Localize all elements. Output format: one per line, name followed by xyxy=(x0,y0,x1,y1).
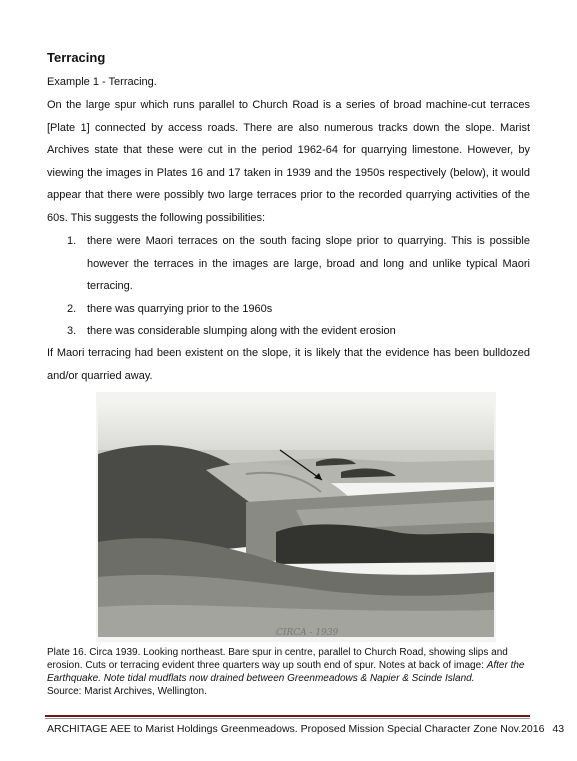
example-subheading: Example 1 - Terracing. xyxy=(47,76,157,88)
section-heading: Terracing xyxy=(47,50,106,65)
conclusion-paragraph: If Maori terracing had been existent on the slope, it is likely that the evidence has been bulldozed and/or quarried away. xyxy=(47,347,530,382)
page-footer xyxy=(47,723,564,735)
list-item xyxy=(47,320,530,343)
list-item-number: 2. xyxy=(67,302,77,315)
photo-handwritten-note: CIRCA - 1939 xyxy=(276,628,339,638)
photo-caption xyxy=(47,646,537,698)
list-item xyxy=(47,298,530,321)
caption-text: Plate 16. Circa 1939. Looking northeast. Bare spur in centre, parallel to Church Road, showing slips and erosion. Cuts or terracing evident three quarters way up south end of spur. Notes at back of image: xyxy=(47,647,508,671)
list-item-text: there were Maori terraces on the south facing slope prior to quarrying. This is possible however the terraces in the images are large, broad and long and unlike typical Maori terracing. xyxy=(87,235,530,292)
footer-rule-secondary xyxy=(45,718,530,719)
historic-photo xyxy=(96,392,496,642)
list-item-text: there was quarrying prior to the 1960s xyxy=(87,302,273,315)
list-item-text: there was considerable slumping along with the evident erosion xyxy=(87,325,396,337)
caption-source: Source: Marist Archives, Wellington. xyxy=(47,686,207,697)
intro-paragraph: On the large spur which runs parallel to Church Road is a series of broad machine-cut terraces [Plate 1] connected by access roads. There are also numerous tracks down the slope. Marist Archives state that these were cut in the period 1962-64 for quarrying limestone. However, by viewing the images in Plates 16 and 17 taken in 1939 and the 1950s respectively (below), it would appear that there were possibly two large terraces prior to the recorded quarrying activities of the 60s. This suggests the following possibilities: xyxy=(47,99,530,224)
list-item-number: 1. xyxy=(67,235,77,247)
footer-text: ARCHITAGE AEE to Marist Holdings Greenmeadows. Proposed Mission Special Character Zone Nov.2016 xyxy=(47,723,545,735)
page-number: 43 xyxy=(552,723,565,735)
historic-photo-illustration xyxy=(96,392,496,642)
list-item-number: 3. xyxy=(67,325,77,337)
caption-italic-note: After the Earthquake. Note tidal mudflats now drained between Greenmeadows & Napier & Scinde Island. xyxy=(47,660,525,684)
list-item xyxy=(47,230,530,298)
footer-rule-primary xyxy=(45,715,530,717)
possibilities-list xyxy=(47,230,530,343)
